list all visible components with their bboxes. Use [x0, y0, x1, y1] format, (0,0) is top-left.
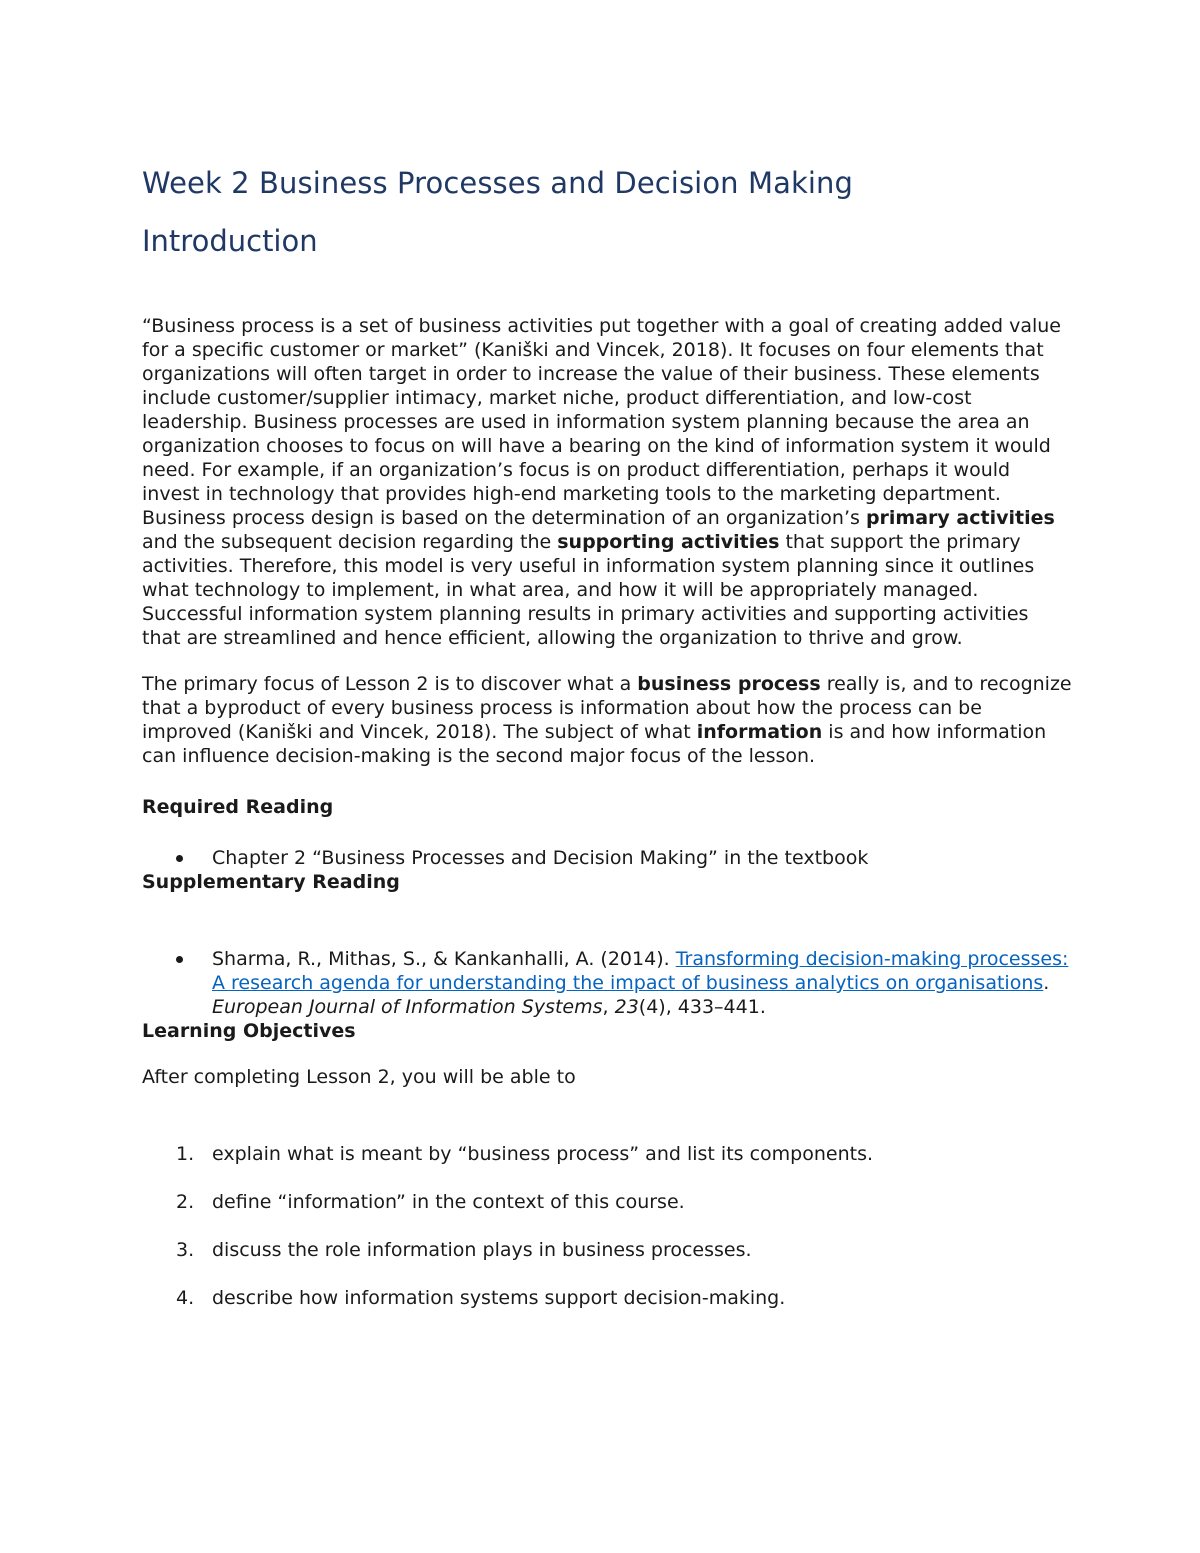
objective-number: 2. [176, 1191, 195, 1213]
objective-text: discuss the role information plays in business processes. [212, 1239, 752, 1261]
list-item [142, 1286, 1072, 1310]
objective-text: describe how information systems support decision-making. [212, 1287, 786, 1309]
citation-article-link[interactable]: Transforming decision-making processes: A research agenda for understanding the impact of business analytics on organisations [212, 948, 1069, 994]
learning-objectives-intro: After completing Lesson 2, you will be able to [142, 1066, 576, 1088]
para2-text-1: The primary focus of Lesson 2 is to discover what a [142, 673, 638, 695]
learning-objectives-list [142, 1142, 1072, 1310]
citation-rest: (4), 433–441. [638, 996, 766, 1018]
introduction-heading: Introduction [142, 224, 318, 258]
list-item [142, 846, 1072, 870]
learning-objectives-heading: Learning Objectives [142, 1020, 356, 1042]
intro-paragraph-1 [142, 314, 1072, 650]
para1-text-1: “Business process is a set of business activities put together with a goal of creating added value for a specific customer or market” (Kaniški and Vincek, 2018). It focuses on four elements that organizations will often target in order to increase the value of their business. These elements include customer/supplier intimacy, market niche, product differentiation, and low-cost leadership. Business processes are used in information system planning because the area an organization chooses to focus on will have a bearing on the kind of information system it would need. For example, if an organization’s focus is on product differentiation, perhaps it would invest in technology that provides high-end marketing tools to the marketing department. Business process design is based on the determination of an organization’s [142, 315, 1061, 529]
document-page [142, 160, 1072, 1334]
list-item [142, 947, 1072, 1019]
citation-after-link: . [1043, 972, 1050, 994]
supplementary-reading-heading: Supplementary Reading [142, 871, 400, 893]
required-reading-heading: Required Reading [142, 796, 334, 818]
supplementary-reading-list [142, 947, 1072, 1019]
list-item [142, 1142, 1072, 1166]
list-item [142, 1190, 1072, 1214]
objective-text: explain what is meant by “business process” and list its components. [212, 1143, 874, 1165]
objective-text: define “information” in the context of this course. [212, 1191, 685, 1213]
list-item [142, 1238, 1072, 1262]
para1-text-3: that support the primary activities. Therefore, this model is very useful in information system planning since it outlines what technology to implement, in what area, and how it will be appropriately managed. Successful information system planning results in primary activities and supporting activities that are streamlined and hence efficient, allowing the organization to thrive and grow. [142, 531, 1035, 649]
required-reading-list [142, 846, 1072, 870]
required-reading-item: Chapter 2 “Business Processes and Decision Making” in the textbook [212, 847, 869, 869]
para1-text-2: and the subsequent decision regarding the [142, 531, 558, 553]
para2-text-2: really is, and to recognize that a byproduct of every business process is information about how the process can be improved (Kaniški and Vincek, 2018). The subject of what [142, 673, 1072, 743]
objective-number: 1. [176, 1143, 195, 1165]
bullet-icon [176, 855, 183, 862]
citation-separator: , [602, 996, 615, 1018]
citation-journal: European Journal of Information Systems [212, 996, 603, 1018]
page-title: Week 2 Business Processes and Decision Making [142, 166, 854, 200]
para2-bold-business-process: business process [637, 673, 821, 695]
citation-volume: 23 [614, 996, 639, 1018]
para2-text-3: is and how information can influence decision-making is the second major focus of the lesson. [142, 721, 1047, 767]
bullet-icon [176, 956, 183, 963]
para1-bold-primary-activities: primary activities [865, 507, 1055, 529]
intro-paragraph-2 [142, 672, 1072, 768]
objective-number: 3. [176, 1239, 195, 1261]
citation-authors: Sharma, R., Mithas, S., & Kankanhalli, A. (2014). [212, 948, 676, 970]
objective-number: 4. [176, 1287, 195, 1309]
para2-bold-information: information [696, 721, 823, 743]
para1-bold-supporting-activities: supporting activities [557, 531, 780, 553]
